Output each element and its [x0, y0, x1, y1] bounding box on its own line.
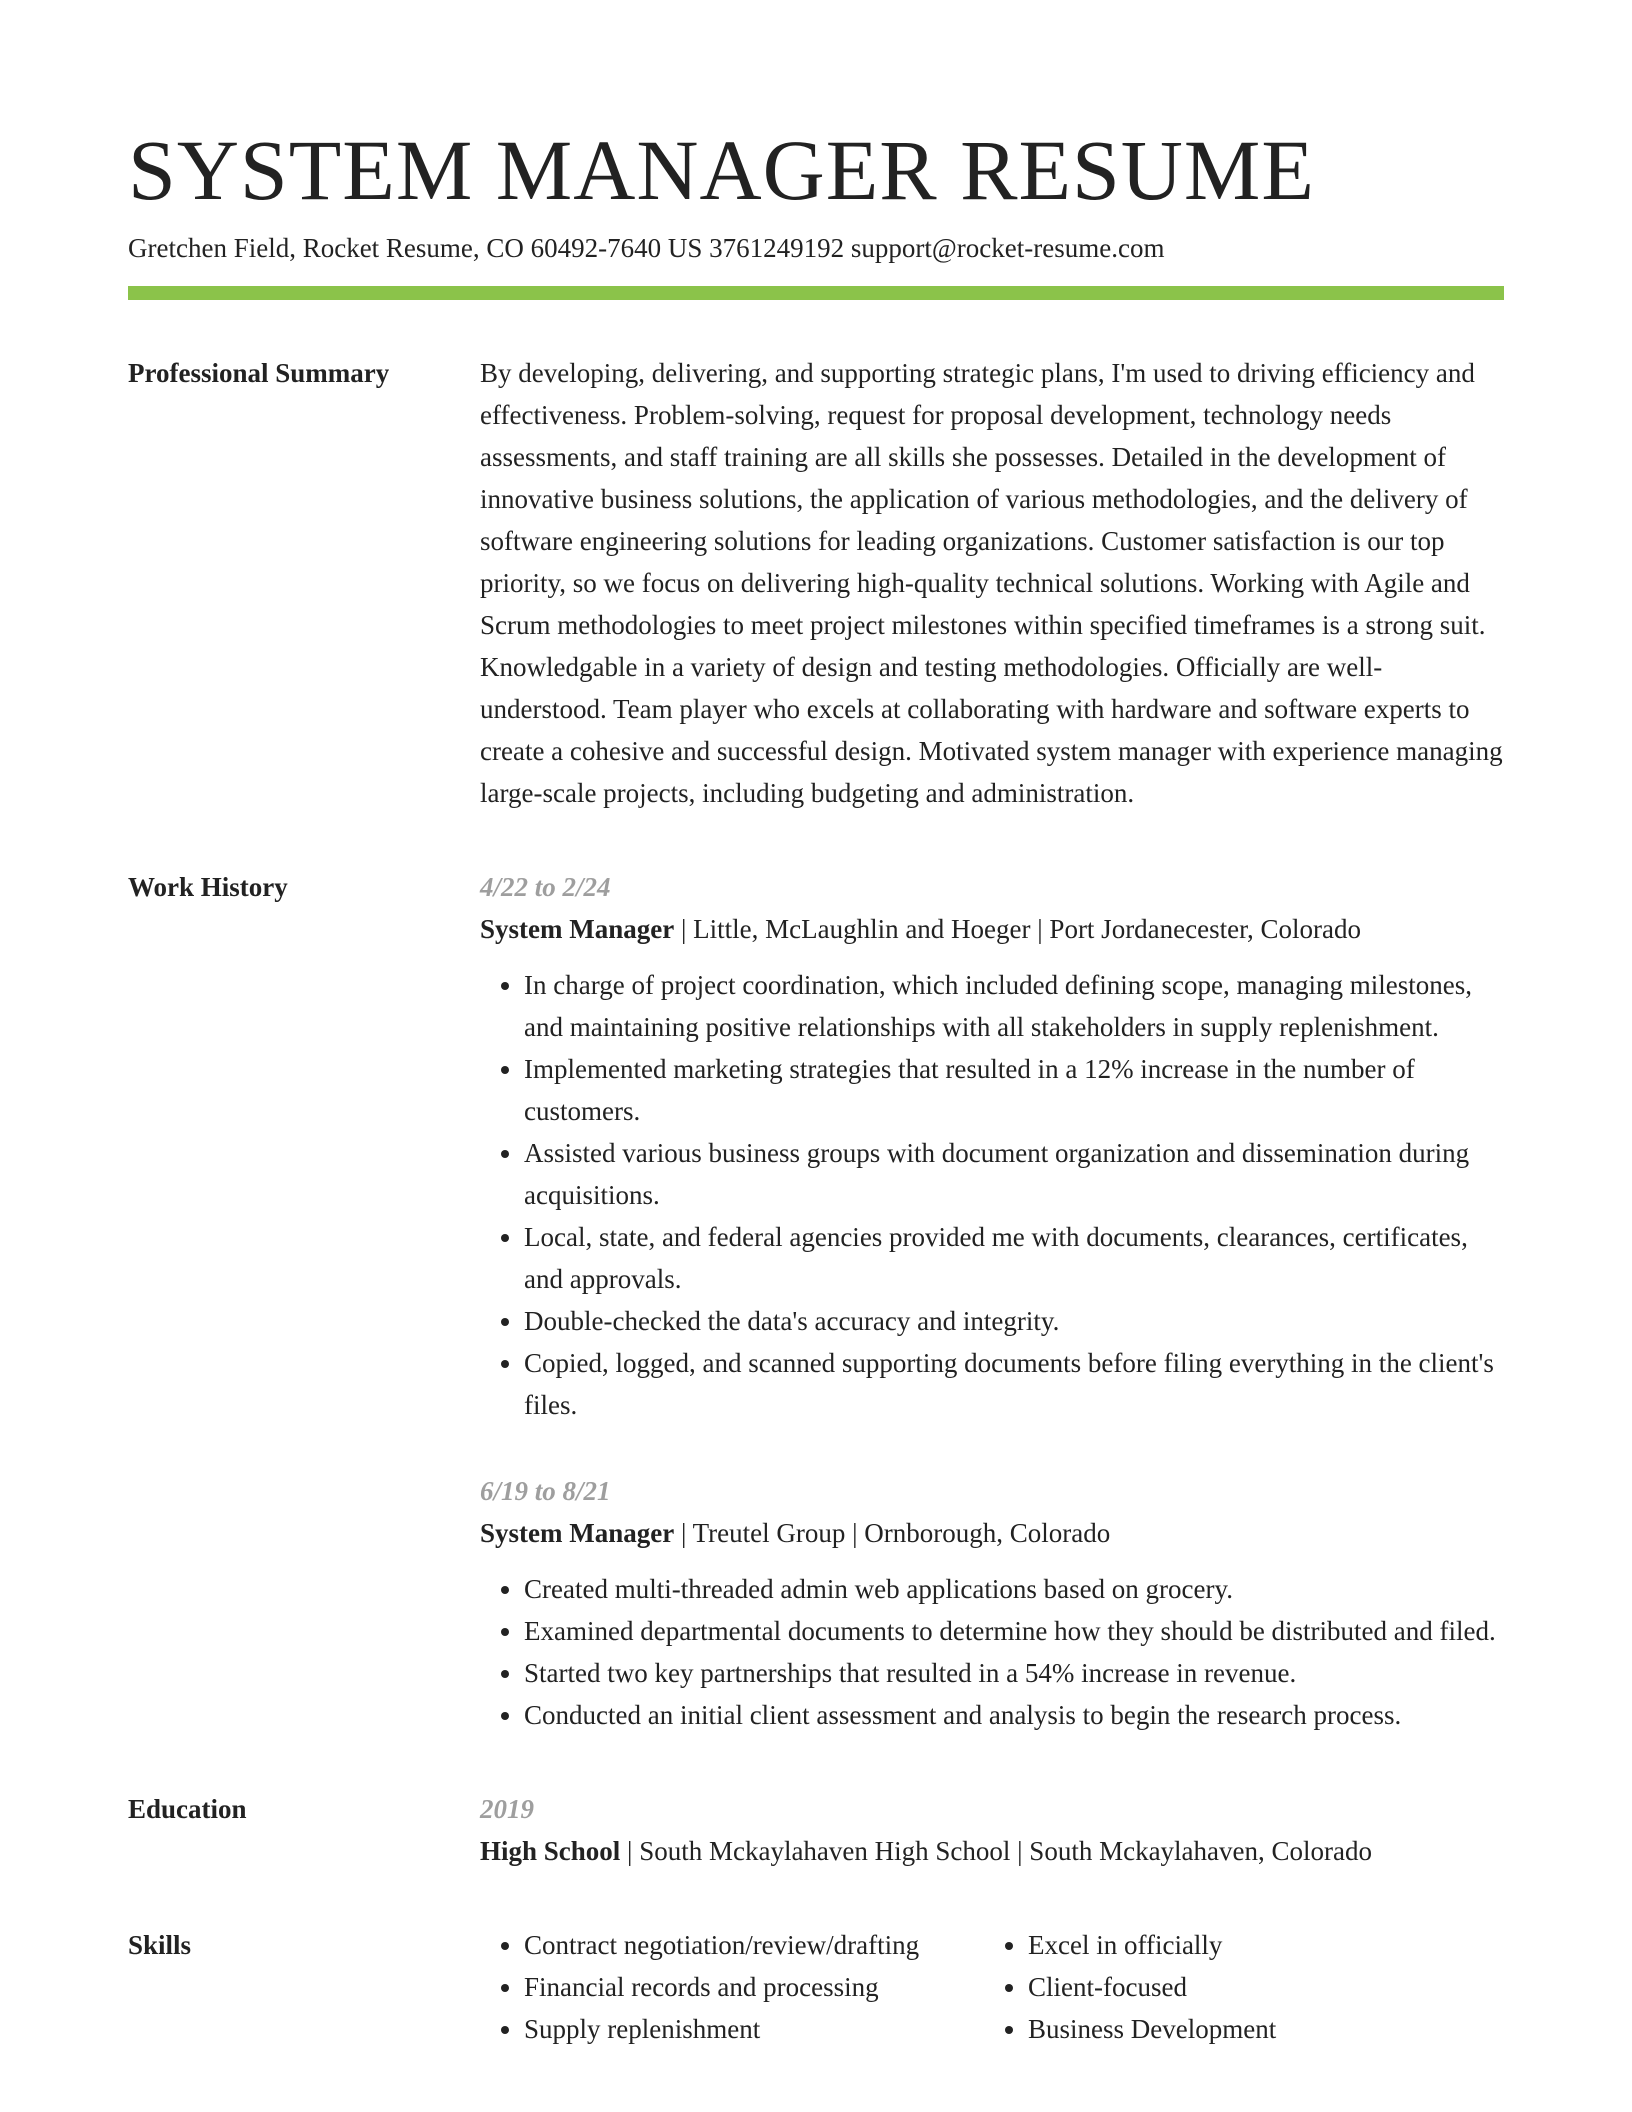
- list-item: • Examined departmental documents to determine how they should be distributed and filed.: [524, 1610, 1504, 1652]
- work-history-section: [128, 866, 1504, 1736]
- job-date: 4/22 to 2/24: [480, 872, 611, 902]
- job-details: | Treutel Group | Ornborough, Colorado: [674, 1518, 1111, 1548]
- list-item: • Business Development: [1028, 2008, 1504, 2050]
- section-label-skills: Skills: [128, 1930, 192, 1960]
- contact-line: Gretchen Field, Rocket Resume, CO 60492-7640 US 3761249192 support@rocket-resume.com: [128, 233, 1165, 263]
- list-item: • Local, state, and federal agencies provided me with documents, clearances, certificates, and approvals.: [524, 1216, 1504, 1300]
- skills-column-1: [480, 1924, 984, 2050]
- list-item: • Contract negotiation/review/drafting: [524, 1924, 984, 1966]
- job-title: System Manager: [480, 914, 675, 944]
- list-item: • Implemented marketing strategies that resulted in a 12% increase in the number of customers.: [524, 1048, 1504, 1132]
- skills-section: [128, 1924, 1504, 2050]
- education-section: [128, 1788, 1504, 1872]
- list-item: • Supply replenishment: [524, 2008, 984, 2050]
- list-item: • Excel in officially: [1028, 1924, 1504, 1966]
- list-item: • Assisted various business groups with document organization and dissemination during acquisitions.: [524, 1132, 1504, 1216]
- job-date: 6/19 to 8/21: [480, 1476, 611, 1506]
- job-role-line: [480, 908, 1504, 950]
- skills-column-2: [984, 1924, 1504, 2050]
- education-date: 2019: [480, 1794, 534, 1824]
- list-item: • Client-focused: [1028, 1966, 1504, 2008]
- section-label-work: Work History: [128, 872, 288, 902]
- list-item: • Copied, logged, and scanned supporting documents before filing everything in the client's files.: [524, 1342, 1504, 1426]
- list-item: • Financial records and processing: [524, 1966, 984, 2008]
- section-label-summary: Professional Summary: [128, 358, 390, 388]
- skills-list: [480, 1924, 1504, 2050]
- job-role-line: [480, 1512, 1504, 1554]
- job-entry: [480, 1470, 1504, 1736]
- job-details: | Little, McLaughlin and Hoeger | Port Jordanecester, Colorado: [674, 914, 1362, 944]
- job-title: System Manager: [480, 1518, 675, 1548]
- job-bullets: [480, 964, 1504, 1426]
- list-item: • Started two key partnerships that resulted in a 54% increase in revenue.: [524, 1652, 1504, 1694]
- list-item: • Created multi-threaded admin web applications based on grocery.: [524, 1568, 1504, 1610]
- section-label-education: Education: [128, 1794, 247, 1824]
- job-bullets: [480, 1568, 1504, 1736]
- resume-title: SYSTEM MANAGER RESUME: [128, 122, 1315, 218]
- list-item: • In charge of project coordination, which included defining scope, managing milestones, and maintaining positive relationships with all stakeholders in supply replenishment.: [524, 964, 1504, 1048]
- education-line: [480, 1830, 1504, 1872]
- education-details: | South Mckaylahaven High School | South Mckaylahaven, Colorado: [620, 1836, 1372, 1866]
- summary-section: [128, 352, 1504, 814]
- summary-text: By developing, delivering, and supporting strategic plans, I'm used to driving efficiency and effectiveness. Problem-solving, request for proposal development, technology needs assessments, and staff training are all skills she possesses. Detailed in the development of innovative business solutions, the application of various methodologies, and the delivery of software engineering solutions for leading organizations. Customer satisfaction is our top priority, so we focus on delivering high-quality technical solutions. Working with Agile and Scrum methodologies to meet project milestones within specified timeframes is a strong suit. Knowledgable in a variety of design and testing methodologies. Officially are well-understood. Team player who excels at collaborating with hardware and software experts to create a cohesive and successful design. Motivated system manager with experience managing large-scale projects, including budgeting and administration.: [480, 358, 1503, 808]
- resume-page: [128, 120, 1504, 2050]
- education-degree: High School: [480, 1836, 621, 1866]
- list-item: • Double-checked the data's accuracy and integrity.: [524, 1300, 1504, 1342]
- header-divider: [128, 286, 1504, 300]
- list-item: • Conducted an initial client assessment and analysis to begin the research process.: [524, 1694, 1504, 1736]
- job-entry: [480, 866, 1504, 1426]
